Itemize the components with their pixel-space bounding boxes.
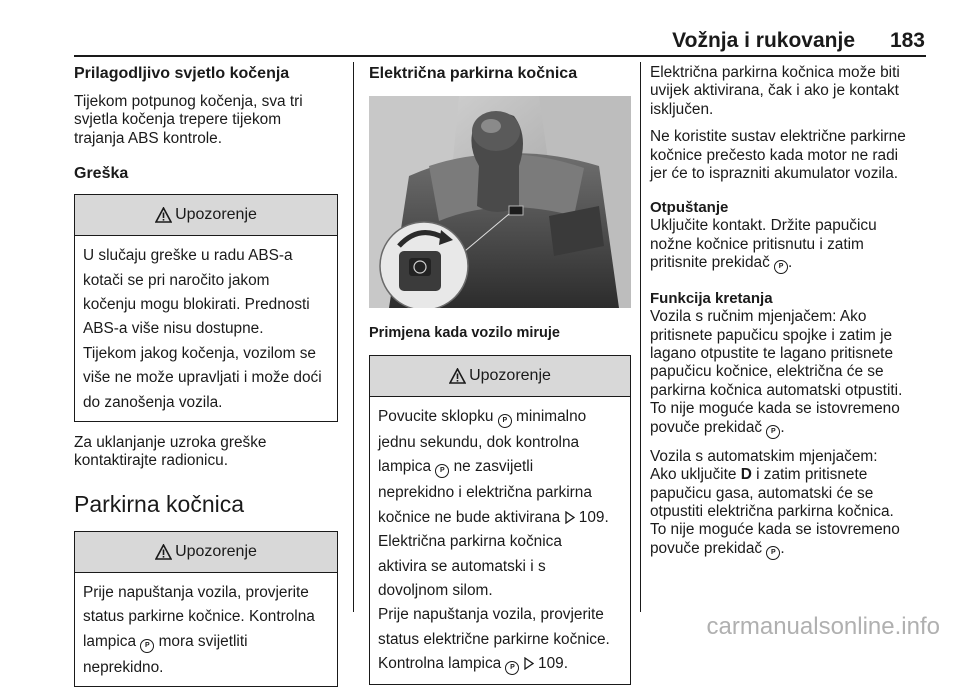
- figure-caption: Primjena kada vozilo miruje: [369, 325, 560, 341]
- heading-drive-away-function: Funkcija kretanja: [650, 290, 773, 308]
- text-line: neprekidno i električna parkirna: [378, 484, 592, 502]
- section-title-parking-brake: Parkirna kočnica: [74, 490, 245, 517]
- warning-title: Upozorenje: [175, 206, 257, 224]
- column-divider: [640, 62, 641, 612]
- parking-brake-icon: P: [140, 639, 154, 653]
- text-line: isključen.: [650, 100, 714, 118]
- text-line: [83, 633, 329, 653]
- text-line: parkirna kočnica automatski otpustiti.: [650, 381, 903, 399]
- text-run: i zatim pritisnete: [751, 466, 868, 484]
- text-line: papučicu kočnice, električna će se: [650, 363, 884, 381]
- warning-triangle-icon: [155, 544, 172, 560]
- paragraph: [650, 217, 928, 274]
- warning-triangle-icon: [449, 368, 466, 384]
- text-line: [650, 540, 928, 560]
- text-line: kočenju mogu blokirati. Prednosti: [83, 296, 310, 314]
- text-line: [378, 458, 622, 478]
- text-line: To nije moguće kada se istovremeno: [650, 400, 900, 418]
- text-run: Ako uključite: [650, 466, 741, 484]
- text-line: Prije napuštanja vozila, provjerite: [83, 583, 309, 601]
- text-run: 109.: [574, 508, 609, 526]
- text-run: mora svijetliti: [154, 632, 248, 650]
- text-line: [650, 466, 928, 484]
- paragraph: [650, 64, 928, 119]
- paragraph: [650, 308, 928, 438]
- warning-title: Upozorenje: [469, 367, 551, 384]
- warning-body: [370, 397, 630, 684]
- parking-brake-icon: P: [435, 464, 449, 478]
- text-line: otpustiti električna parkirna kočnica.: [650, 502, 894, 520]
- text-line: [650, 419, 928, 439]
- text-line: aktivira se automatski i s: [378, 557, 546, 575]
- parking-brake-icon: P: [498, 414, 512, 428]
- running-header: Vožnja i rukovanje: [672, 29, 855, 52]
- column-middle: [369, 60, 631, 685]
- text-run: lampica: [378, 458, 436, 476]
- text-run: povuče prekidač: [650, 539, 767, 557]
- text-line: Za uklanjanje uzroka greške: [74, 434, 267, 452]
- text-line: više ne može upravljati i može doći: [83, 369, 322, 387]
- text-run: povuče prekidač: [650, 418, 767, 436]
- text-run: .: [788, 254, 793, 272]
- page-number: 183: [889, 29, 925, 52]
- text-line: uvijek aktivirana, čak i ako je kontakt: [650, 82, 899, 100]
- parking-brake-switch-illustration: [369, 96, 631, 308]
- heading-electric-parking-brake: Električna parkirna kočnica: [369, 65, 578, 82]
- paragraph: [74, 434, 338, 471]
- heading-adaptive-brake-light: Prilagodljivo svjetlo kočenja: [74, 65, 290, 82]
- parking-brake-icon: P: [766, 546, 780, 560]
- text-line: Uključite kontakt. Držite papučicu: [650, 217, 877, 235]
- page-reference-arrow-icon: [565, 511, 575, 524]
- text-run: lampica: [83, 632, 141, 650]
- warning-triangle-icon: [155, 207, 172, 223]
- text-line: Vozila s ručnim mjenjačem: Ako: [650, 308, 867, 326]
- warning-header: [75, 195, 337, 236]
- text-run: .: [780, 539, 785, 557]
- text-line: lagano otpustite te lagano pritisnete: [650, 345, 894, 363]
- text-line: pritisnete papučicu spojke i zatim je: [650, 326, 893, 344]
- text-run: Povucite sklopku: [378, 408, 498, 425]
- text-line: kontaktirajte radionicu.: [74, 452, 228, 470]
- warning-box: [74, 531, 338, 687]
- text-run: ne zasvijetli: [449, 458, 534, 476]
- warning-header: [370, 356, 630, 397]
- warning-header: [75, 532, 337, 573]
- paragraph: [74, 93, 338, 148]
- text-run: .: [780, 418, 785, 436]
- text-line: svjetla kočenja trepere tijekom: [74, 111, 282, 129]
- text-line: Prije napuštanja vozila, provjerite: [378, 606, 604, 624]
- text-line: neprekidno.: [83, 658, 164, 676]
- warning-body: [75, 573, 337, 686]
- column-right: [650, 60, 928, 560]
- paragraph: [650, 448, 928, 560]
- text-line: [378, 509, 622, 527]
- text-line: To nije moguće kada se istovremeno: [650, 521, 900, 539]
- text-line: Električna parkirna kočnica može biti: [650, 64, 900, 81]
- page-reference-arrow-icon: [524, 657, 534, 670]
- warning-box: [369, 355, 631, 685]
- text-line: dovoljnom silom.: [378, 582, 493, 600]
- warning-box: [74, 194, 338, 422]
- parking-brake-icon: P: [505, 661, 519, 675]
- watermark: carmanualsonline.info: [706, 613, 940, 640]
- gear-position-d: D: [740, 466, 752, 484]
- text-line: status električne parkirne kočnice.: [378, 630, 610, 648]
- text-line: ABS-a više nisu dostupne.: [83, 320, 264, 338]
- parking-brake-icon: P: [766, 425, 780, 439]
- text-run: pritisnite prekidač: [650, 254, 775, 272]
- text-line: Ne koristite sustav električne parkirne: [650, 128, 906, 146]
- column-divider: [353, 62, 354, 612]
- text-line: trajanja ABS kontrole.: [74, 129, 223, 147]
- text-line: papučicu gasa, automatski će se: [650, 484, 874, 502]
- text-line: kotači se pri naročito jakom: [83, 271, 270, 289]
- text-line: [650, 254, 928, 274]
- text-line: Vozila s automatskim mjenjačem:: [650, 447, 878, 465]
- heading-release: Otpuštanje: [650, 199, 729, 217]
- text-run: minimalno: [511, 408, 587, 425]
- text-run: kočnice ne bude aktivirana: [378, 508, 565, 526]
- text-run: Kontrolna lampica: [378, 655, 506, 673]
- column-left: [74, 60, 338, 687]
- parking-brake-icon: P: [774, 260, 788, 274]
- text-line: [378, 408, 622, 428]
- text-line: Tijekom potpunog kočenja, sva tri: [74, 93, 303, 110]
- text-line: Električna parkirna kočnica: [378, 533, 562, 551]
- paragraph: [650, 128, 928, 183]
- text-line: jer će to isprazniti akumulator vozila.: [650, 165, 899, 183]
- text-line: U slučaju greške u radu ABS-a: [83, 247, 293, 265]
- heading-fault: Greška: [74, 165, 129, 183]
- text-line: status parkirne kočnice. Kontrolna: [83, 608, 315, 626]
- text-run: 109.: [533, 655, 568, 673]
- text-line: Tijekom jakog kočenja, vozilom se: [83, 344, 316, 362]
- text-line: [378, 655, 622, 675]
- text-line: kočnice prečesto kada motor ne radi: [650, 146, 899, 164]
- text-line: nožne kočnice pritisnutu i zatim: [650, 235, 864, 253]
- console-photo: [369, 96, 631, 308]
- warning-body: [75, 236, 337, 421]
- text-line: do zanošenja vozila.: [83, 393, 223, 411]
- header-rule: [74, 55, 926, 57]
- warning-title: Upozorenje: [175, 542, 257, 560]
- text-line: jednu sekundu, dok kontrolna: [378, 434, 580, 451]
